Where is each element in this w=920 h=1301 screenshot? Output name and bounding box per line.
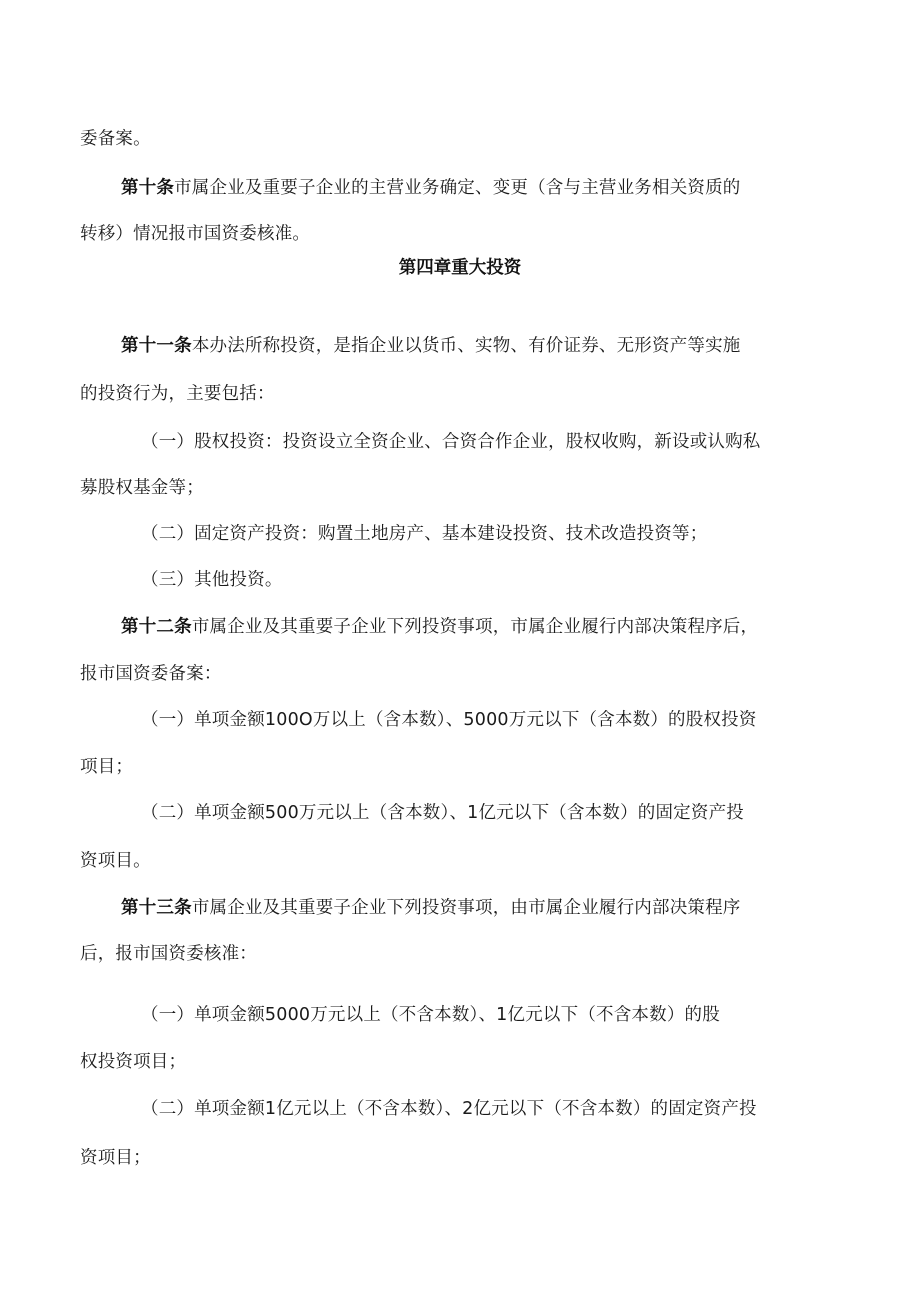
text-line: 资项目。: [80, 851, 151, 871]
text-line: 资项目；: [80, 1148, 151, 1168]
article-10-line: 第十条市属企业及重要子企业的主营业务确定、变更（含与主营业务相关资质的: [121, 178, 741, 198]
chapter-heading: 第四章重大投资: [398, 258, 522, 278]
text-line: 委备案。: [80, 129, 151, 149]
article-12-line: 第十二条市属企业及其重要子企业下列投资事项，市属企业履行内部决策程序后，: [121, 617, 759, 637]
text-line: 项目；: [80, 757, 134, 777]
text-line: 募股权基金等；: [80, 478, 204, 498]
article-label: 第十一条: [121, 336, 192, 356]
article-label: 第十条: [121, 178, 175, 198]
list-item: （二）单项金额1亿元以上（不含本数）、2亿元以下（不含本数）的固定资产投: [141, 1099, 757, 1119]
list-item: （一）单项金额5000万元以上（不含本数）、1亿元以下（不含本数）的股: [141, 1005, 720, 1025]
list-item: （二）固定资产投资：购置土地房产、基本建设投资、技术改造投资等；: [141, 524, 708, 544]
list-item: （一）单项金额100O万以上（含本数）、5000万元以下（含本数）的股权投资: [141, 710, 757, 730]
article-11-line: 第十一条本办法所称投资，是指企业以货币、实物、有价证券、无形资产等实施: [121, 336, 741, 356]
text-line: 的投资行为，主要包括：: [80, 384, 275, 404]
text-line: 权投资项目；: [80, 1052, 187, 1072]
list-item: （二）单项金额500万元以上（含本数）、1亿元以下（含本数）的固定资产投: [141, 803, 744, 823]
article-label: 第十二条: [121, 617, 192, 637]
article-label: 第十三条: [121, 898, 192, 918]
text-line: 报市国资委备案：: [80, 664, 222, 684]
text-line: 转移）情况报市国资委核准。: [80, 224, 311, 244]
text-line: 后，报市国资委核准：: [80, 944, 257, 964]
list-item: （三）其他投资。: [141, 570, 283, 590]
article-13-line: 第十三条市属企业及其重要子企业下列投资事项，由市属企业履行内部决策程序: [121, 898, 741, 918]
list-item: （一）股权投资：投资设立全资企业、合资合作企业，股权收购，新设或认购私: [141, 432, 761, 452]
